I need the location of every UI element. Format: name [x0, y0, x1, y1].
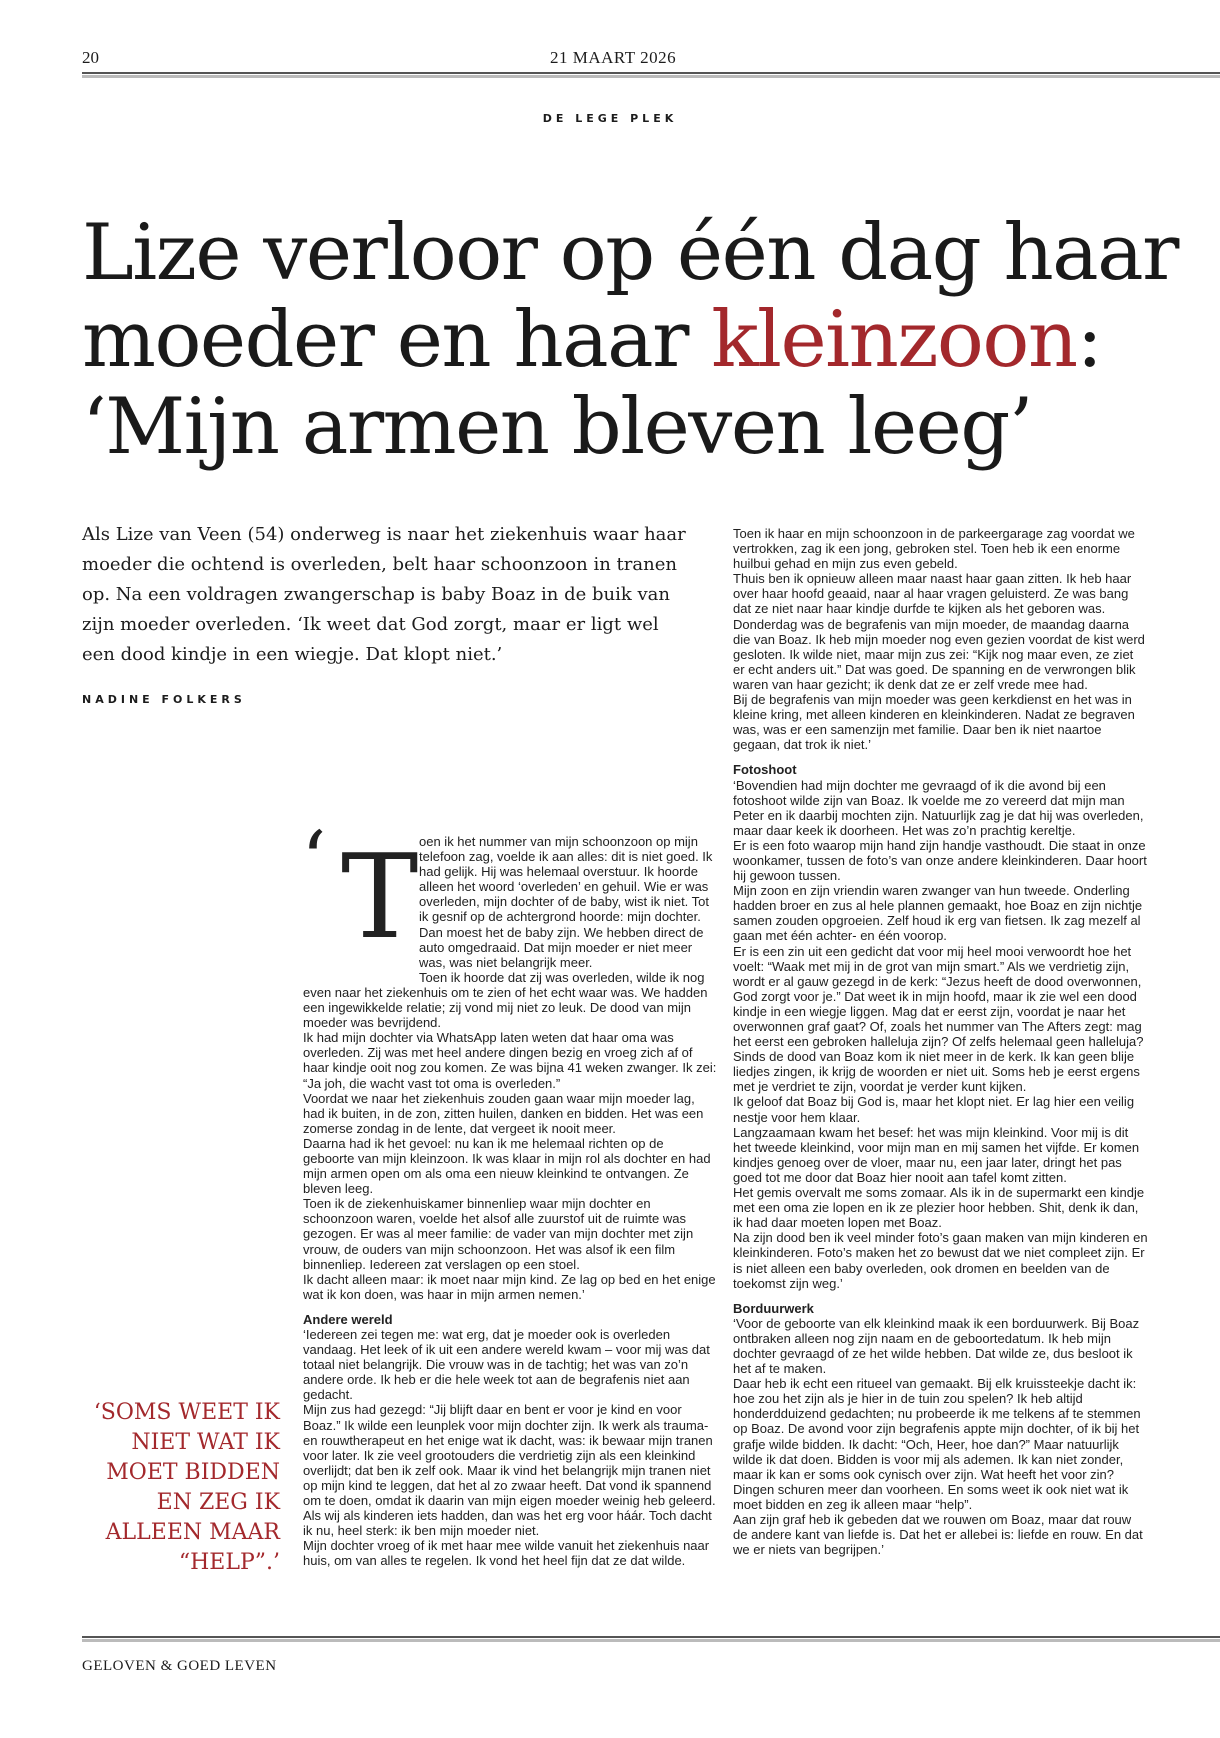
paragraph: Het gemis overvalt me soms zomaar. Als ik in de supermarkt een kindje met een oma zie lopen en ik ze plezier hoor hebben. Shit, denk ik dan, ik had daar moeten lopen met Boaz.: [733, 1185, 1145, 1231]
subheading-fotoshoot: Fotoshoot: [733, 762, 797, 778]
paragraph: ‘Bovendien had mijn dochter me gevraagd of ik die avond bij een fotoshoot wilde zijn van Boaz. Ik voelde me zo vereerd dat mijn man Peter en ik daarbij mochten zijn. Natuurlijk zag je dat hij was overleden, maar daar keek ik doorheen. Het was zo’n prachtig kereltje.: [733, 777, 1144, 838]
drop-cap: T: [341, 830, 419, 965]
paragraph: oen ik het nummer van mijn schoonzoon op mijn telefoon zag, voelde ik aan alles: dit is niet goed. Ik had gelijk. Hij was helemaal overstuur. Ik hoorde alleen het woord ‘overleden’ en gehuil. Wie er was overleden, mijn dochter of de baby, wist ik niet. Tot ik gesnif op de achtergrond hoorde: mijn dochter. Dan moest het de baby zijn. We hebben direct de auto omgedraaid. Dat mijn moeder er niet meer was, was niet belangrijk meer.: [419, 834, 713, 970]
paragraph: Daar heb ik echt een ritueel van gemaakt. Bij elk kruissteekje dacht ik: hoe zou het zijn als je hier in de tuin zou spelen? Ik heb altijd honderdduizend gedachten; nu probeerde ik me telkens af te stemmen op Boaz. De avond voor zijn begrafenis appte mijn dochter, of ik bij het grafje wilde bidden. Ik dacht: “Och, Heer, hoe dan?” Maar natuurlijk wilde ik dat doen. Bidden is voor mij als ademen. Ik kan niet zonder, maar ik kan er soms ook cynisch over zijn. Wat heeft het voor zin? Dingen schuren meer dan voorheen. En soms weet ik ook niet wat ik moet bidden en zeg ik alleen maar “help”.: [733, 1376, 1141, 1512]
paragraph: Er is een foto waarop mijn hand zijn handje vasthoudt. Die staat in onze woonkamer, tussen de foto’s van onze andere kleinkinderen. Daar hoort hij gewoon tussen.: [733, 837, 1147, 884]
paragraph: Mijn zoon en zijn vriendin waren zwanger van hun tweede. Onderling hadden broer en zus al hele plannen gemaakt, hoe Boaz en zijn nichtje samen zouden opgroeien. Zelf houd ik erg van fietsen. Ik zag mezelf al gaan met één achter- en één voorop.: [733, 883, 1143, 944]
paragraph: Mijn zus had gezegd: “Jij blijft daar en bent er voor je kind en voor Boaz.” Ik wilde een leunplek voor mijn dochter zijn. Ik werk als trauma- en rouwtherapeut en het enige wat ik dacht, was: ik bewaar mijn tranen voor later. Ik zie veel grootouders die verdrietig zijn als een kleinkind overlijdt; dat ben ik zelf ook. Maar ik vind het belangrijk mijn tranen niet op mijn kind te leggen, dat het al zo zwaar heeft. Dat vond ik spannend om te doen, omdat ik daarin van mijn eigen moeder weinig heb geleerd. Als wij als kinderen iets hadden, dan was het erg voor háár. Toch dacht ik nu, heel sterk: ik ben mijn moeder niet.: [303, 1402, 716, 1539]
headline-colon: :: [1076, 295, 1102, 385]
paragraph: Na zijn dood ben ik veel minder foto’s gaan maken van mijn kinderen en kleinkinderen. Foto’s maken het zo bewust dat we niet compleet zijn. Er is niet alleen een baby overleden, ook dromen en beelden van de toekomst zijn weg.’: [733, 1230, 1148, 1291]
headline-line3: ‘Mijn armen bleven leeg’: [82, 382, 1033, 472]
issue-date: 21 MAART 2026: [550, 48, 677, 67]
paragraph: Toen ik haar en mijn schoonzoon in de parkeergarage zag voordat we vertrokken, zag ik een jong, gebroken stel. Toen heb ik een enorme huilbui gehad en mijn zus even gebeld.: [733, 526, 1135, 572]
paragraph: Er is een zin uit een gedicht dat voor mij heel mooi verwoordt hoe het voelt: “Waak met mij in de grot van mijn smart.” Als we verdrietig zijn, wordt er al gauw gezegd in de kerk: “Jezus heeft de dood overwonnen, God zorgt voor je.” Dat weet ik in mijn hoofd, maar ik zie wel een dood kindje in een wiegje liggen. Mag dat er eerst zijn, voordat je naar het overwonnen graf gaat? Of, zoals het nummer van The Afters zegt: mag het eerst een gebroken halleluja zijn? Of zelfs helemaal geen halleluja? Sinds de dood van Boaz kom ik niet meer in de kerk. Ik kan geen blije liedjes zingen, ik krijg de woorden er niet uit. Soms heb je eerst ergens met je verdriet te zijn, voordat je verder kunt kijken.: [733, 943, 1144, 1095]
paragraph: Donderdag was de begrafenis van mijn moeder, de maandag daarna die van Boaz. Ik heb mijn moeder nog even gezien voordat de kist werd gesloten. Ik wilde niet, maar mijn zus zei: “Kijk nog maar even, ze ziet er echt anders uit.” Dat was goed. De spanning en de verwrongen blik waren van haar gezicht; ik denk dat ze er zelf vrede mee had.: [733, 616, 1145, 692]
paragraph: Aan zijn graf heb ik gebeden dat we rouwen om Boaz, maar dat rouw de andere kant van liefde is. Dat het er allebei is: liefde en rouw. En dat we er niets van begrijpen.’: [733, 1512, 1143, 1558]
subheading-borduurwerk: Borduurwerk: [733, 1300, 814, 1316]
paragraph: Ik dacht alleen maar: ik moet naar mijn kind. Ze lag op bed en het enige wat ik kon doen, was haar in mijn armen nemen.’: [303, 1271, 716, 1302]
paragraph: Bij de begrafenis van mijn moeder was geen kerkdienst en het was in kleine kring, met alleen kinderen en kleinkinderen. Nadat ze begraven was, was er een samenzijn met familie. Daar ben ik niet naartoe gegaan, dat trok ik niet.’: [733, 692, 1135, 753]
pull-quote: ‘SOMS WEET IK NIET WAT IK MOET BIDDEN EN ZEG IK ALLEEN MAAR “HELP”.’: [93, 1400, 280, 1575]
headline-highlight: kleinzoon: [711, 295, 1077, 385]
section-label: DE LEGE PLEK: [542, 112, 678, 125]
footer-section-name: GELOVEN & GOED LEVEN: [82, 1658, 277, 1674]
intro-text: Als Lize van Veen (54) onderweg is naar het ziekenhuis waar haar moeder die ochtend is overleden, belt haar schoonzoon in tranen op. Na een voldragen zwangerschap is baby Boaz in de buik van zijn moeder overleden. ‘Ik weet dat God zorgt, maar er ligt wel een dood kindje in een wiegje. Dat klopt niet.’: [82, 524, 686, 665]
article-column-1: [301, 814, 717, 1569]
paragraph: Toen ik hoorde dat zij was overleden, wilde ik nog even naar het ziekenhuis om te zien of het echt waar was. We hadden een ingewikkelde relatie; zij vond mij niet zo leuk. De dood van mijn moeder was bevrijdend.: [303, 969, 708, 1031]
paragraph: Daarna had ik het gevoel: nu kan ik me helemaal richten op de geboorte van mijn kleinzoon. Ik was klaar in mijn rol als dochter en had mijn armen open om als oma een nieuw kleinkind te ontvangen. Ze bleven leeg.: [303, 1135, 711, 1197]
page-header: [82, 48, 1220, 72]
article-column-2: [733, 526, 1148, 1557]
header-rule: [82, 72, 1220, 78]
headline-line2: moeder en haar: [82, 295, 712, 385]
drop-cap-block: [301, 814, 419, 974]
paragraph: Thuis ben ik opnieuw alleen maar naast haar gaan zitten. Ik heb haar over haar hoofd geaaid, naar al haar vragen geluisterd. Ze was bang dat ze niet naar haar kindje durfde te kijken als het geboren was.: [733, 571, 1132, 617]
paragraph: Toen ik de ziekenhuiskamer binnenliep waar mijn dochter en schoonzoon waren, voelde het alsof alle zuurstof uit de ruimte was gezogen. Er was al meer familie: de vader van mijn dochter met zijn vrouw, de ouders van mijn schoonzoon. Het was alsof ik een film binnenliep. Iedereen zat verslagen op een stoel.: [303, 1196, 694, 1272]
footer-rule: [82, 1636, 1220, 1642]
subheading-andere-wereld: Andere wereld: [303, 1311, 393, 1327]
paragraph: Voordat we naar het ziekenhuis zouden gaan waar mijn moeder lag, had ik buiten, in de zon, zitten huilen, danken en bidden. Het was een zomerse zondag in de lente, dat vergeet ik nooit meer.: [303, 1090, 704, 1136]
paragraph: Ik had mijn dochter via WhatsApp laten weten dat haar oma was overleden. Zij was met heel andere dingen bezig en vroeg zich af of haar kindje ooit nog zou komen. Ze was bijna 41 weken zwanger. Ik zei: “Ja joh, die wacht vast tot oma is overleden.”: [303, 1030, 717, 1091]
opening-quote-mark: ‘: [301, 814, 327, 907]
paragraph: Ik geloof dat Boaz bij God is, maar het klopt niet. Er lag hier een veilig nestje voor hem klaar.: [733, 1094, 1135, 1125]
paragraph: ‘Voor de geboorte van elk kleinkind maak ik een borduurwerk. Bij Boaz ontbraken alleen nog zijn naam en de geboortedatum. Ik heb mijn dochter gevraagd of ze het wilde hebben. Dat wilde ze, dus besloot ik het af te maken.: [733, 1315, 1140, 1377]
headline-line1: Lize verloor op één dag haar: [82, 208, 1178, 298]
paragraph: Mijn dochter vroeg of ik met haar mee wilde vanuit het ziekenhuis naar huis, om van alles te regelen. Ik vond het heel fijn dat ze dat wilde.: [303, 1538, 710, 1569]
headline: [82, 210, 1182, 471]
paragraph: ‘Iedereen zei tegen me: wat erg, dat je moeder ook is overleden vandaag. Het leek of ik uit een andere wereld kwam – voor mij was dat totaal niet belangrijk. Die vrouw was in de tachtig; het was van zo’n andere orde. Ik heb er die hele week tot aan de begrafenis niet aan gedacht.: [303, 1327, 710, 1403]
paragraph: Langzaamaan kwam het besef: het was mijn kleinkind. Voor mij is dit het tweede kleinkind, voor mijn man en mij samen het vijfde. Er komen kindjes genoeg over de vloer, maar nu, een jaar later, dringt het pas goed tot me door dat Boaz hier nooit aan tafel komt zitten.: [733, 1124, 1140, 1185]
page-number: 20: [82, 48, 99, 67]
byline: NADINE FOLKERS: [82, 693, 246, 706]
